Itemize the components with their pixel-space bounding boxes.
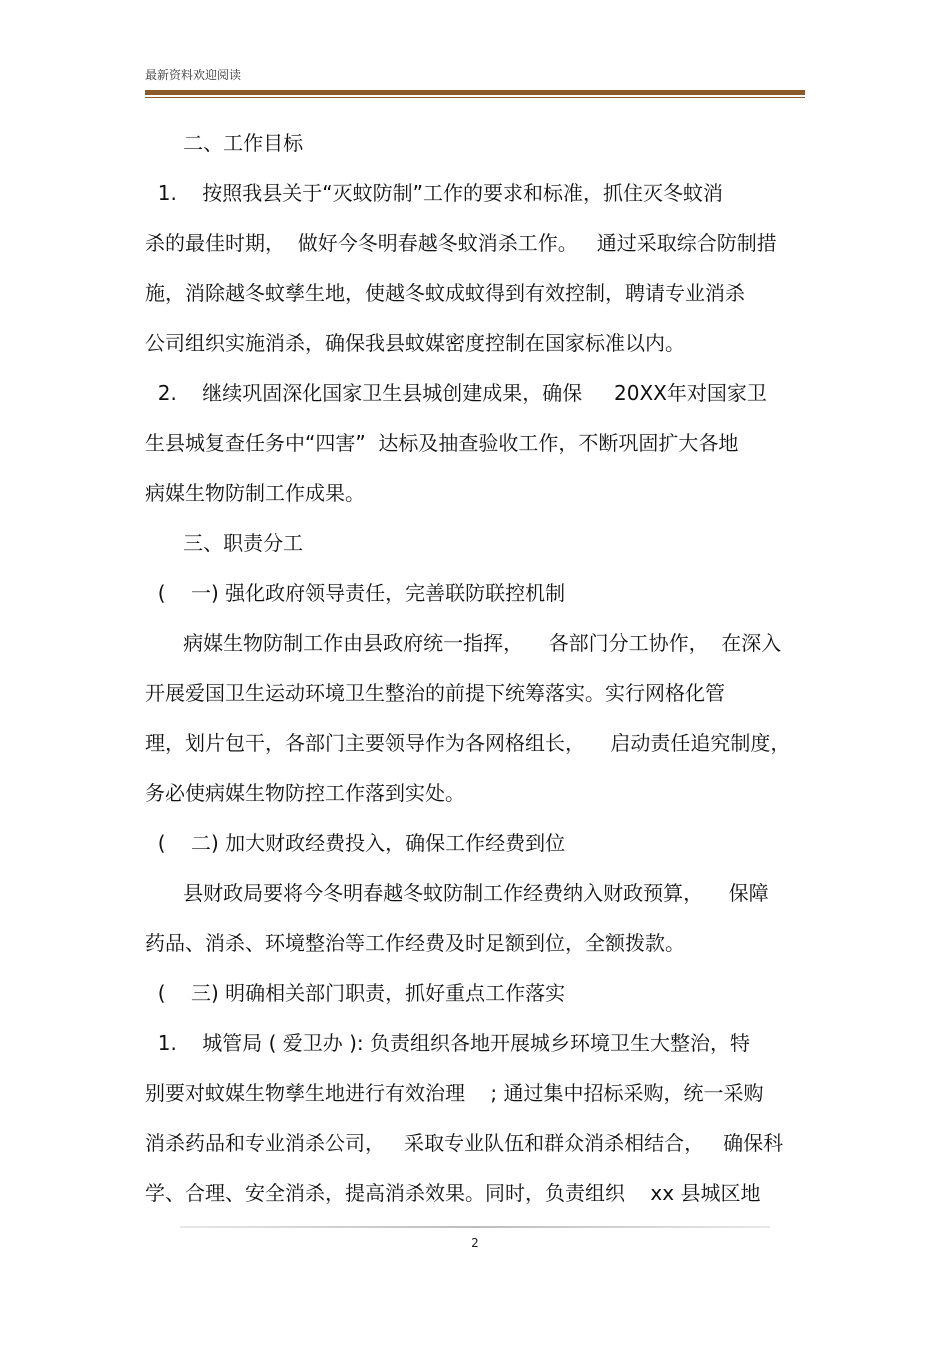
paragraph-line: 理，划片包干，各部门主要领导作为各网格组长， 启动责任追究制度，	[145, 731, 791, 755]
paragraph-line: 县财政局要将今冬明春越冬蚊防制工作经费纳入财政预算， 保障	[145, 881, 769, 905]
section-heading-goals: 二、工作目标	[145, 131, 304, 155]
paragraph-line: 学、合理、安全消杀，提高消杀效果。同时，负责组织 xx 县城区地	[145, 1181, 761, 1205]
page-number: 2	[471, 1236, 479, 1250]
paragraph-line: 1. 按照我县关于“灭蚊防制”工作的要求和标准，抓住灭冬蚊消	[145, 181, 723, 205]
paragraph-line: 开展爱国卫生运动环境卫生整治的前提下统筹落实。实行网格化管	[145, 681, 725, 705]
subsection-heading: ( 二) 加大财政经费投入，确保工作经费到位	[145, 831, 566, 855]
subsection-heading: ( 三) 明确相关部门职责，抓好重点工作落实	[145, 981, 566, 1005]
paragraph-line: 杀的最佳时期， 做好今冬明春越冬蚊消杀工作。 通过采取综合防制措	[145, 231, 777, 255]
paragraph-line: 病媒生物防制工作由县政府统一指挥， 各部门分工协作， 在深入	[145, 631, 782, 655]
paragraph-line: 药品、消杀、环境整治等工作经费及时足额到位，全额拨款。	[145, 931, 685, 955]
document-body	[145, 118, 807, 1218]
paragraph-line: 生县城复查任务中“四害” 达标及抽查验收工作，不断巩固扩大各地	[145, 431, 739, 455]
header-rule-thick	[145, 90, 805, 95]
paragraph-line: 2. 继续巩固深化国家卫生县城创建成果，确保 20XX年对国家卫	[145, 381, 767, 405]
paragraph-line: 别要对蚊媒生物孳生地进行有效治理 ; 通过集中招标采购，统一采购	[145, 1081, 764, 1105]
paragraph-line: 施，消除越冬蚊孳生地，使越冬蚊成蚊得到有效控制，聘请专业消杀	[145, 281, 745, 305]
paragraph-line: 1. 城管局 ( 爱卫办 ): 负责组织各地开展城乡环境卫生大整治，特	[145, 1031, 750, 1055]
header-rule-thin	[145, 97, 805, 98]
page-header-text: 最新资料欢迎阅读	[145, 68, 242, 82]
section-heading-duties: 三、职责分工	[145, 531, 304, 555]
paragraph-line: 病媒生物防制工作成果。	[145, 481, 365, 505]
paragraph-line: 务必使病媒生物防控工作落到实处。	[145, 781, 465, 805]
footer-rule	[180, 1226, 770, 1228]
subsection-heading: ( 一) 强化政府领导责任，完善联防联控机制	[145, 581, 566, 605]
paragraph-line: 公司组织实施消杀，确保我县蚊媒密度控制在国家标准以内。	[145, 331, 685, 355]
paragraph-line: 消杀药品和专业消杀公司， 采取专业队伍和群众消杀相结合， 确保科	[145, 1131, 784, 1155]
